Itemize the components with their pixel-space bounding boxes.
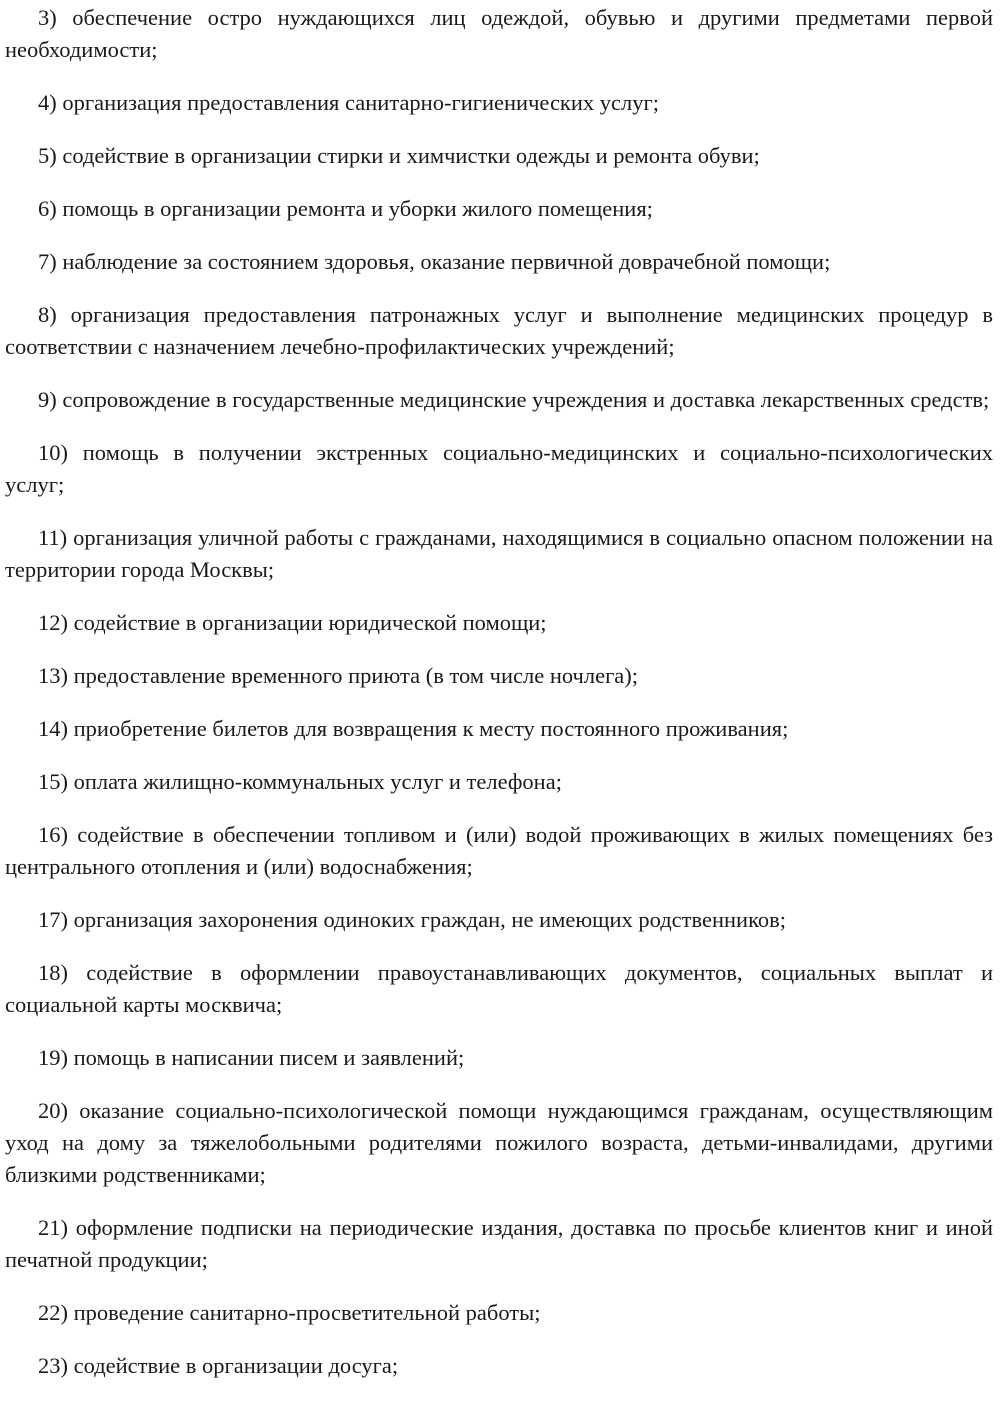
- list-item-10: 10) помощь в получении экстренных социально-медицинских и социально-психологических услуг;: [5, 440, 993, 497]
- list-item-11: 11) организация уличной работы с гражданами, находящимися в социально опасном положении на территории города Москвы;: [5, 525, 993, 582]
- list-item-17: 17) организация захоронения одиноких граждан, не имеющих родственников;: [38, 907, 787, 932]
- list-item-3: 3) обеспечение остро нуждающихся лиц одеждой, обувью и другими предметами первой необходимости;: [5, 5, 993, 62]
- list-item-18: 18) содействие в оформлении правоустанавливающих документов, социальных выплат и социальной карты москвича;: [5, 960, 993, 1017]
- list-item-13: 13) предоставление временного приюта (в том числе ночлега);: [38, 663, 639, 688]
- list-item-22: 22) проведение санитарно-просветительной работы;: [38, 1300, 541, 1325]
- list-item-8: 8) организация предоставления патронажных услуг и выполнение медицинских процедур в соответствии с назначением лечебно-профилактических учреждений;: [5, 302, 993, 359]
- list-item-16: 16) содействие в обеспечении топливом и (или) водой проживающих в жилых помещениях без центрального отопления и (или) водоснабжения;: [5, 822, 993, 879]
- list-item-14: 14) приобретение билетов для возвращения к месту постоянного проживания;: [38, 716, 789, 741]
- list-item-6: 6) помощь в организации ремонта и уборки жилого помещения;: [38, 196, 653, 221]
- list-item-12: 12) содействие в организации юридической помощи;: [38, 610, 547, 635]
- list-item-5: 5) содействие в организации стирки и химчистки одежды и ремонта обуви;: [38, 143, 760, 168]
- list-item-7: 7) наблюдение за состоянием здоровья, оказание первичной доврачебной помощи;: [38, 249, 831, 274]
- list-item-15: 15) оплата жилищно-коммунальных услуг и телефона;: [38, 769, 562, 794]
- services-list: [5, 2, 993, 1382]
- list-item-20: 20) оказание социально-психологической помощи нуждающимся гражданам, осуществляющим уход на дому за тяжелобольными родителями пожилого возраста, детьми-инвалидами, другими близкими родственниками;: [5, 1098, 993, 1187]
- list-item-19: 19) помощь в написании писем и заявлений;: [38, 1045, 465, 1070]
- list-item-21: 21) оформление подписки на периодические издания, доставка по просьбе клиентов книг и иной печатной продукции;: [5, 1215, 993, 1272]
- list-item-23: 23) содействие в организации досуга;: [38, 1353, 399, 1378]
- list-item-9: 9) сопровождение в государственные медицинские учреждения и доставка лекарственных средств;: [38, 387, 990, 412]
- list-item-4: 4) организация предоставления санитарно-гигиенических услуг;: [38, 90, 659, 115]
